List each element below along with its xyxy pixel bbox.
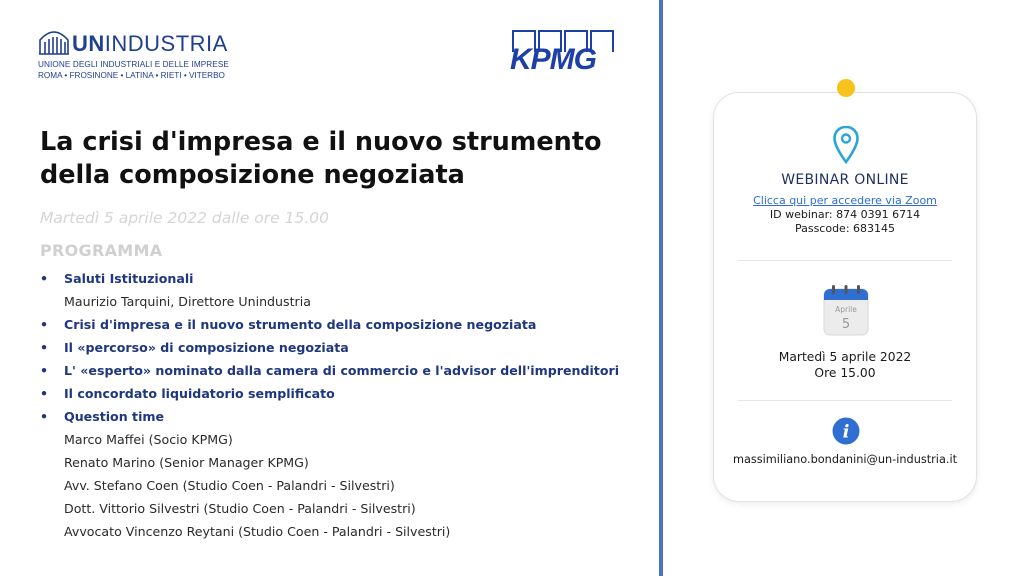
bullet-icon: • [40, 340, 49, 355]
event-title [40, 126, 640, 192]
svg-text:i: i [842, 421, 850, 443]
agenda-text: Dott. Vittorio Silvestri (Studio Coen - Palandri - Silvestri) [64, 501, 416, 516]
agenda-list [40, 267, 650, 543]
agenda-speaker [40, 497, 650, 520]
vertical-divider [659, 0, 663, 576]
calendar-day: 5 [841, 317, 851, 332]
program-heading: PROGRAMMA [40, 241, 163, 260]
agenda-text: Marco Maffei (Socio KPMG) [64, 432, 233, 447]
agenda-text: Il concordato liquidatorio semplificato [64, 386, 335, 401]
agenda-text: Il «percorso» di composizione negoziata [64, 340, 349, 355]
bullet-icon: • [40, 271, 49, 286]
card-separator [738, 260, 952, 261]
agenda-text: L' «esperto» nominato dalla camera di commercio e l'advisor dell'imprenditori [64, 363, 620, 378]
location-pin-icon [833, 126, 859, 164]
info-icon [832, 417, 860, 445]
event-date: Martedì 5 aprile 2022 dalle ore 15.00 [40, 209, 329, 227]
agenda-speaker [40, 451, 650, 474]
agenda-item [40, 405, 650, 428]
calendar-month: Aprile [835, 305, 857, 314]
card-date: Martedì 5 aprile 2022 [778, 350, 912, 364]
bullet-icon: • [40, 317, 49, 332]
bullet-icon: • [40, 409, 49, 424]
webinar-title: WEBINAR ONLINE [781, 172, 909, 188]
unindustria-logo [38, 30, 228, 82]
kpmg-logo [510, 30, 616, 76]
agenda-text: Question time [64, 409, 165, 424]
bullet-icon: • [40, 363, 49, 378]
agenda-item [40, 313, 650, 336]
agenda-text: Maurizio Tarquini, Direttore Unindustria [64, 294, 311, 309]
webinar-passcode: Passcode: 683145 [794, 222, 896, 235]
bullet-icon: • [40, 386, 49, 401]
card-separator [738, 400, 952, 401]
agenda-speaker [40, 474, 650, 497]
unindustria-emblem-icon [38, 30, 70, 56]
agenda-item [40, 336, 650, 359]
agenda-speaker [40, 520, 650, 543]
agenda-text: Renato Marino (Senior Manager KPMG) [64, 455, 309, 470]
agenda-text: Avv. Stefano Coen (Studio Coen - Palandri - Silvestri) [64, 478, 395, 493]
agenda-speaker [40, 428, 650, 451]
calendar-icon [823, 284, 869, 336]
card-pin-dot [837, 79, 855, 97]
card-time: Ore 15.00 [814, 366, 876, 380]
unindustria-wordmark: UNINDUSTRIA [72, 31, 228, 56]
event-title-line2: della composizione negoziata [40, 160, 465, 190]
kpmg-wordmark: KPMG [510, 43, 596, 76]
agenda-item [40, 382, 650, 405]
agenda-item [40, 359, 650, 382]
contact-email[interactable]: massimiliano.bondanini@un-industria.it [732, 453, 958, 466]
agenda-text: Saluti Istituzionali [64, 271, 194, 286]
zoom-link[interactable]: Clicca qui per accedere via Zoom [753, 194, 937, 207]
unindustria-cities: ROMA • FROSINONE • LATINA • RIETI • VITERBO [38, 71, 225, 80]
unindustria-subtitle: UNIONE DEGLI INDUSTRIALI E DELLE IMPRESE [38, 60, 229, 69]
agenda-speaker [40, 290, 650, 313]
agenda-text: Crisi d'impresa e il nuovo strumento della composizione negoziata [64, 317, 537, 332]
agenda-text: Avvocato Vincenzo Reytani (Studio Coen - Palandri - Silvestri) [64, 524, 451, 539]
agenda-item [40, 267, 650, 290]
event-title-line1: La crisi d'impresa e il nuovo strumento [40, 127, 602, 157]
webinar-id: ID webinar: 874 0391 6714 [769, 208, 921, 221]
